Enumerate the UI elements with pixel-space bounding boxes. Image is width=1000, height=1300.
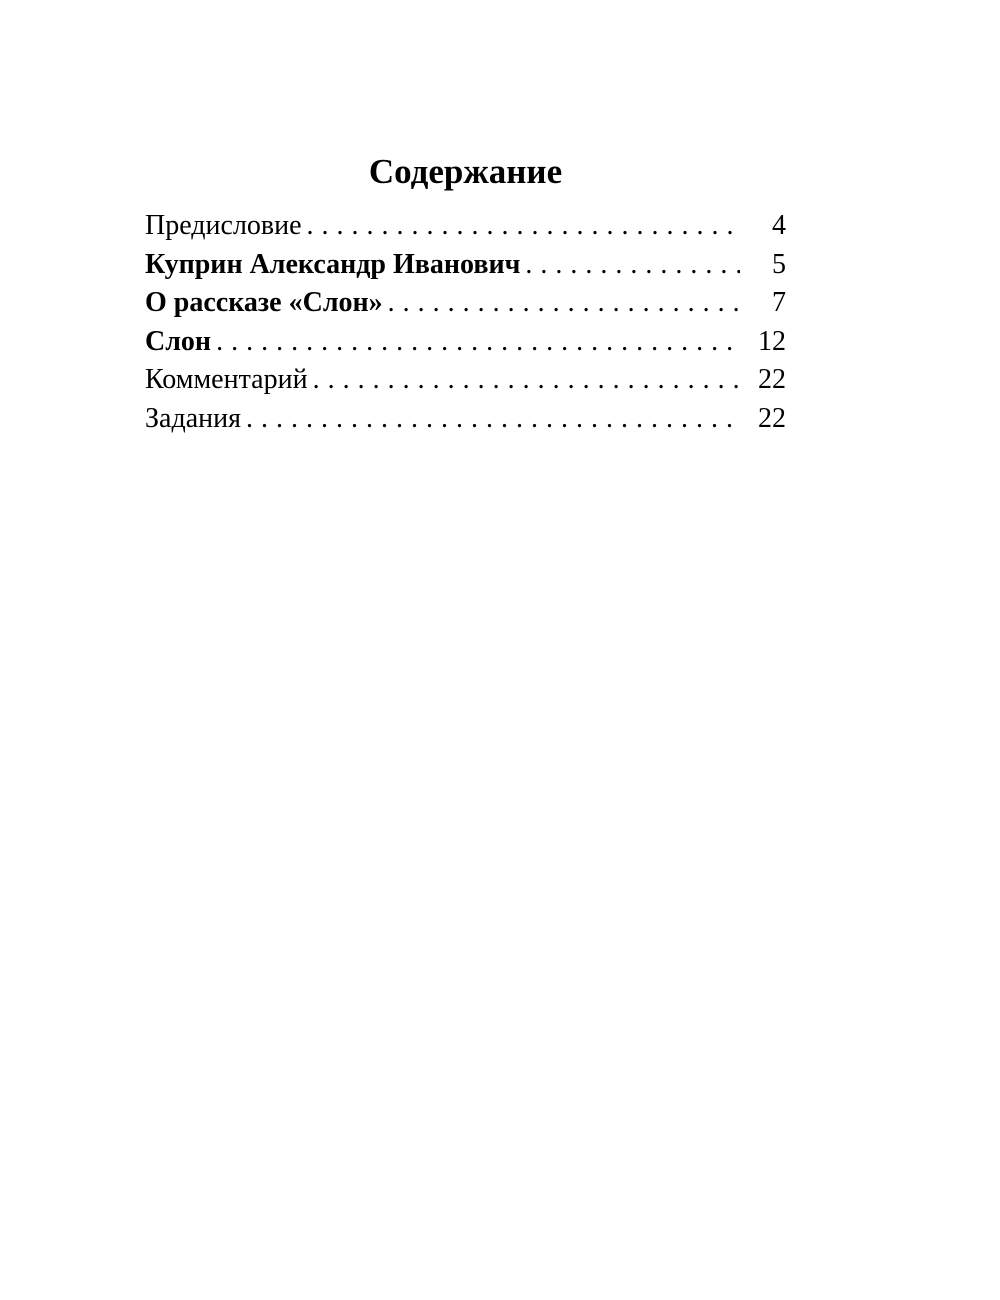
toc-entry-label: Куприн Александр Иванович bbox=[145, 248, 521, 280]
toc-entry-label: Предисловие bbox=[145, 210, 302, 241]
toc-entry-page: 22 bbox=[758, 402, 786, 434]
toc-entry bbox=[145, 246, 786, 285]
dot-leader bbox=[246, 400, 740, 439]
toc-entry bbox=[145, 361, 786, 400]
toc-list bbox=[145, 207, 786, 439]
toc-entry bbox=[145, 400, 786, 439]
toc-entry-page: 7 bbox=[772, 287, 786, 319]
toc-entry-page: 4 bbox=[772, 210, 786, 241]
toc-entry-label: Слон bbox=[145, 325, 212, 357]
toc-entry-label: Комментарий bbox=[145, 364, 308, 396]
dot-leader bbox=[313, 361, 740, 400]
toc-entry-page: 22 bbox=[758, 364, 786, 396]
dot-leader bbox=[216, 323, 740, 362]
toc-entry-label: О рассказе «Слон» bbox=[145, 287, 383, 319]
toc-title: Содержание bbox=[368, 152, 563, 191]
toc-entry-page: 5 bbox=[772, 248, 786, 280]
toc-entry-label: Задания bbox=[145, 402, 241, 434]
toc-entry bbox=[145, 323, 786, 362]
dot-leader bbox=[307, 207, 740, 246]
toc-entry-page: 12 bbox=[758, 325, 786, 357]
toc-entry bbox=[145, 284, 786, 323]
toc-entry bbox=[145, 207, 786, 246]
dot-leader bbox=[388, 284, 740, 323]
dot-leader bbox=[525, 246, 740, 285]
